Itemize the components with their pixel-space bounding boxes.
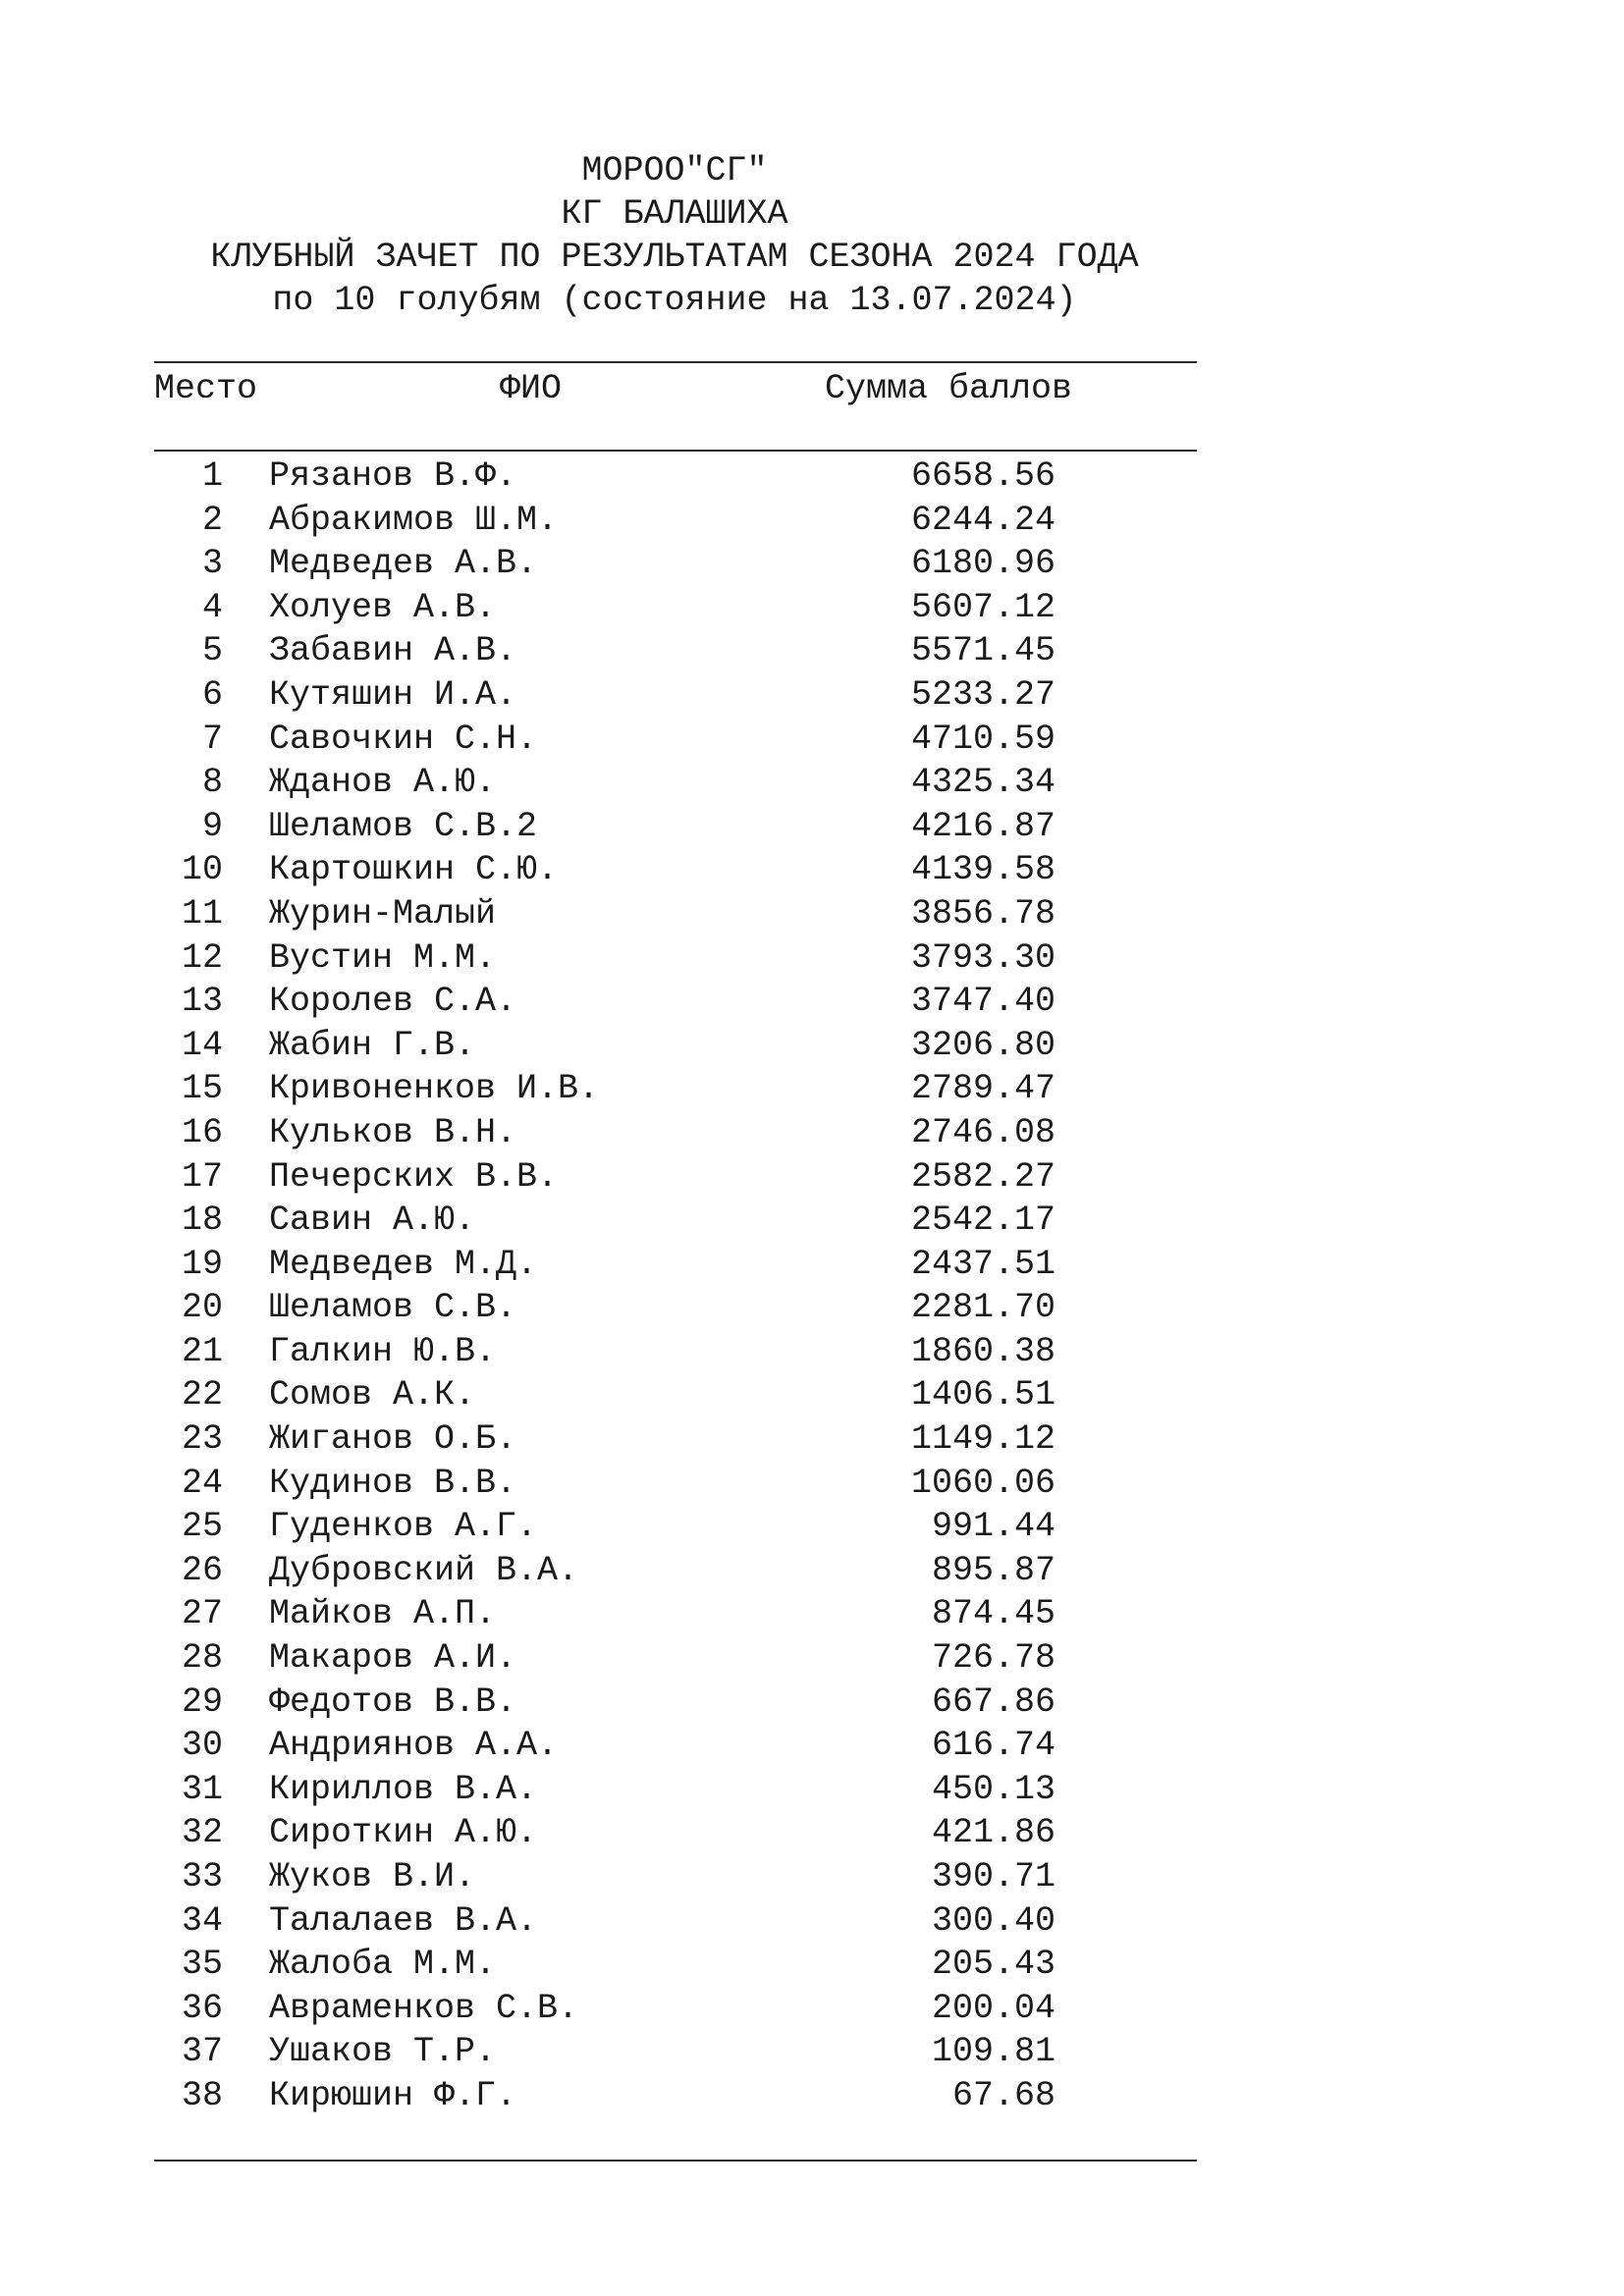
row-place: 12: [181, 937, 223, 978]
row-place: 10: [181, 850, 223, 890]
row-score: 205.43: [931, 1945, 1056, 1985]
table-row: [0, 1549, 1624, 1593]
row-place: 30: [181, 1726, 223, 1766]
row-score: 6244.24: [910, 500, 1056, 540]
row-place: 13: [181, 982, 223, 1022]
row-name: Картошкин С.Ю.: [269, 850, 559, 890]
row-place: 18: [181, 1201, 223, 1241]
table-row: [0, 1111, 1624, 1155]
table-row: [0, 718, 1624, 762]
row-score: 2542.17: [910, 1201, 1056, 1241]
table-row: [0, 499, 1624, 543]
row-place: 19: [181, 1244, 223, 1284]
row-place: 37: [181, 2032, 223, 2072]
row-score: 1149.12: [910, 1419, 1056, 1460]
row-name: Талалаев В.А.: [269, 1900, 538, 1941]
row-place: 32: [181, 1813, 223, 1853]
row-name: Журин-Малый: [269, 893, 497, 934]
row-place: 2: [201, 500, 223, 540]
row-name: Кирюшин Ф.Г.: [269, 2075, 517, 2115]
row-name: Гуденков А.Г.: [269, 1507, 538, 1547]
row-name: Кривоненков И.В.: [269, 1069, 600, 1109]
top-divider: [154, 361, 1197, 363]
row-place: 24: [181, 1463, 223, 1503]
row-place: 38: [181, 2075, 223, 2115]
row-name: Кудинов В.В.: [269, 1463, 517, 1503]
table-row: [0, 1505, 1624, 1549]
row-score: 300.40: [931, 1900, 1056, 1941]
row-score: 2789.47: [910, 1069, 1056, 1109]
row-name: Жуков В.И.: [269, 1857, 476, 1896]
table-row: [0, 980, 1624, 1024]
row-place: 25: [181, 1507, 223, 1547]
table-row: [0, 1286, 1624, 1330]
column-header-score: Сумма баллов: [825, 369, 1073, 408]
row-score: 3747.40: [910, 982, 1056, 1022]
table-row: [0, 1024, 1624, 1068]
table-row: [0, 1681, 1624, 1725]
row-score: 1860.38: [910, 1331, 1056, 1371]
table-row: [0, 1811, 1624, 1855]
table-row: [0, 761, 1624, 805]
table-row: [0, 892, 1624, 936]
row-score: 5607.12: [910, 587, 1056, 627]
row-score: 67.68: [951, 2075, 1056, 2115]
document-subtitle: по 10 голубям (состояние на 13.07.2024): [272, 281, 1077, 320]
row-place: 26: [181, 1550, 223, 1590]
row-place: 17: [181, 1156, 223, 1197]
row-place: 23: [181, 1419, 223, 1460]
row-score: 4325.34: [910, 763, 1056, 803]
row-name: Федотов В.В.: [269, 1682, 517, 1722]
row-score: 667.86: [931, 1682, 1056, 1722]
table-row: [0, 1724, 1624, 1768]
table-row: [0, 586, 1624, 630]
club-name: КГ БАЛАШИХА: [561, 194, 788, 234]
row-place: 14: [181, 1025, 223, 1065]
table-row: [0, 805, 1624, 849]
table-row: [0, 629, 1624, 673]
row-place: 34: [181, 1900, 223, 1941]
row-score: 874.45: [931, 1594, 1056, 1634]
row-name: Забавин А.В.: [269, 631, 517, 671]
row-name: Дубровский В.А.: [269, 1550, 579, 1590]
row-place: 15: [181, 1069, 223, 1109]
org-name: МОРОО"СГ": [581, 151, 768, 190]
table-row: [0, 1330, 1624, 1374]
bottom-divider: [154, 2160, 1197, 2162]
table-row: [0, 1768, 1624, 1812]
row-name: Кульков В.Н.: [269, 1112, 517, 1152]
row-score: 200.04: [931, 1988, 1056, 2028]
row-score: 2437.51: [910, 1244, 1056, 1284]
row-name: Макаров А.И.: [269, 1638, 517, 1679]
row-score: 6658.56: [910, 456, 1056, 496]
row-name: Медведев М.Д.: [269, 1244, 538, 1284]
row-score: 5233.27: [910, 674, 1056, 715]
row-name: Андриянов А.А.: [269, 1726, 559, 1766]
row-score: 3793.30: [910, 937, 1056, 978]
row-score: 4216.87: [910, 806, 1056, 846]
row-name: Рязанов В.Ф.: [269, 456, 517, 496]
row-score: 3206.80: [910, 1025, 1056, 1065]
table-row: [0, 1943, 1624, 1987]
row-place: 27: [181, 1594, 223, 1634]
row-place: 1: [201, 456, 223, 496]
row-place: 31: [181, 1769, 223, 1809]
table-row: [0, 936, 1624, 981]
row-place: 6: [201, 674, 223, 715]
table-row: [0, 1899, 1624, 1944]
table-row: [0, 2074, 1624, 2118]
row-place: 28: [181, 1638, 223, 1679]
table-row: [0, 848, 1624, 892]
row-score: 895.87: [931, 1550, 1056, 1590]
row-place: 4: [201, 587, 223, 627]
row-place: 33: [181, 1857, 223, 1896]
row-place: 3: [201, 544, 223, 584]
row-name: Сомов А.К.: [269, 1375, 476, 1415]
row-name: Шеламов С.В.: [269, 1288, 517, 1328]
table-row: [0, 1199, 1624, 1243]
table-row: [0, 1592, 1624, 1636]
row-name: Жалоба М.М.: [269, 1945, 497, 1985]
table-row: [0, 673, 1624, 718]
row-name: Абракимов Ш.М.: [269, 500, 559, 540]
table-row: [0, 1855, 1624, 1899]
row-score: 450.13: [931, 1769, 1056, 1809]
row-name: Кутяшин И.А.: [269, 674, 517, 715]
row-name: Жабин Г.В.: [269, 1025, 476, 1065]
row-place: 8: [201, 763, 223, 803]
row-name: Медведев А.В.: [269, 544, 538, 584]
table-row: [0, 1155, 1624, 1200]
row-place: 16: [181, 1112, 223, 1152]
row-place: 9: [201, 806, 223, 846]
row-place: 7: [201, 719, 223, 759]
row-score: 109.81: [931, 2032, 1056, 2072]
row-place: 20: [181, 1288, 223, 1328]
row-place: 35: [181, 1945, 223, 1985]
results-table-body: [0, 454, 1624, 2118]
table-row: [0, 1067, 1624, 1111]
row-score: 4710.59: [910, 719, 1056, 759]
table-row: [0, 1373, 1624, 1417]
row-name: Королев С.А.: [269, 982, 517, 1022]
row-place: 29: [181, 1682, 223, 1722]
row-name: Сироткин А.Ю.: [269, 1813, 538, 1853]
row-name: Авраменков С.В.: [269, 1988, 579, 2028]
row-name: Ушаков Т.Р.: [269, 2032, 497, 2072]
row-score: 5571.45: [910, 631, 1056, 671]
table-row: [0, 1243, 1624, 1287]
document-title: КЛУБНЫЙ ЗАЧЕТ ПО РЕЗУЛЬТАТАМ СЕЗОНА 2024 ГОДА: [210, 238, 1139, 277]
row-name: Галкин Ю.В.: [269, 1331, 497, 1371]
row-score: 2746.08: [910, 1112, 1056, 1152]
header-divider: [154, 450, 1197, 452]
row-place: 21: [181, 1331, 223, 1371]
row-place: 22: [181, 1375, 223, 1415]
row-score: 2281.70: [910, 1288, 1056, 1328]
row-place: 5: [201, 631, 223, 671]
row-place: 11: [181, 893, 223, 934]
row-name: Жданов А.Ю.: [269, 763, 497, 803]
column-header-name: ФИО: [500, 369, 563, 408]
table-row: [0, 1636, 1624, 1681]
row-place: 36: [181, 1988, 223, 2028]
row-score: 2582.27: [910, 1156, 1056, 1197]
table-row: [0, 1987, 1624, 2031]
row-score: 1406.51: [910, 1375, 1056, 1415]
row-name: Холуев А.В.: [269, 587, 497, 627]
row-name: Савочкин С.Н.: [269, 719, 538, 759]
column-header-place: Место: [154, 369, 258, 408]
row-score: 1060.06: [910, 1463, 1056, 1503]
row-name: Майков А.П.: [269, 1594, 497, 1634]
row-score: 616.74: [931, 1726, 1056, 1766]
row-name: Кириллов В.А.: [269, 1769, 538, 1809]
row-name: Вустин М.М.: [269, 937, 497, 978]
table-row: [0, 454, 1624, 499]
row-name: Савин А.Ю.: [269, 1201, 476, 1241]
row-name: Печерских В.В.: [269, 1156, 559, 1197]
row-score: 726.78: [931, 1638, 1056, 1679]
row-score: 421.86: [931, 1813, 1056, 1853]
row-score: 991.44: [931, 1507, 1056, 1547]
row-score: 4139.58: [910, 850, 1056, 890]
row-score: 390.71: [931, 1857, 1056, 1896]
table-row: [0, 542, 1624, 586]
table-row: [0, 1417, 1624, 1462]
table-row: [0, 1462, 1624, 1506]
row-name: Шеламов С.В.2: [269, 806, 538, 846]
row-score: 6180.96: [910, 544, 1056, 584]
table-row: [0, 2030, 1624, 2074]
row-score: 3856.78: [910, 893, 1056, 934]
row-name: Жиганов О.Б.: [269, 1419, 517, 1460]
